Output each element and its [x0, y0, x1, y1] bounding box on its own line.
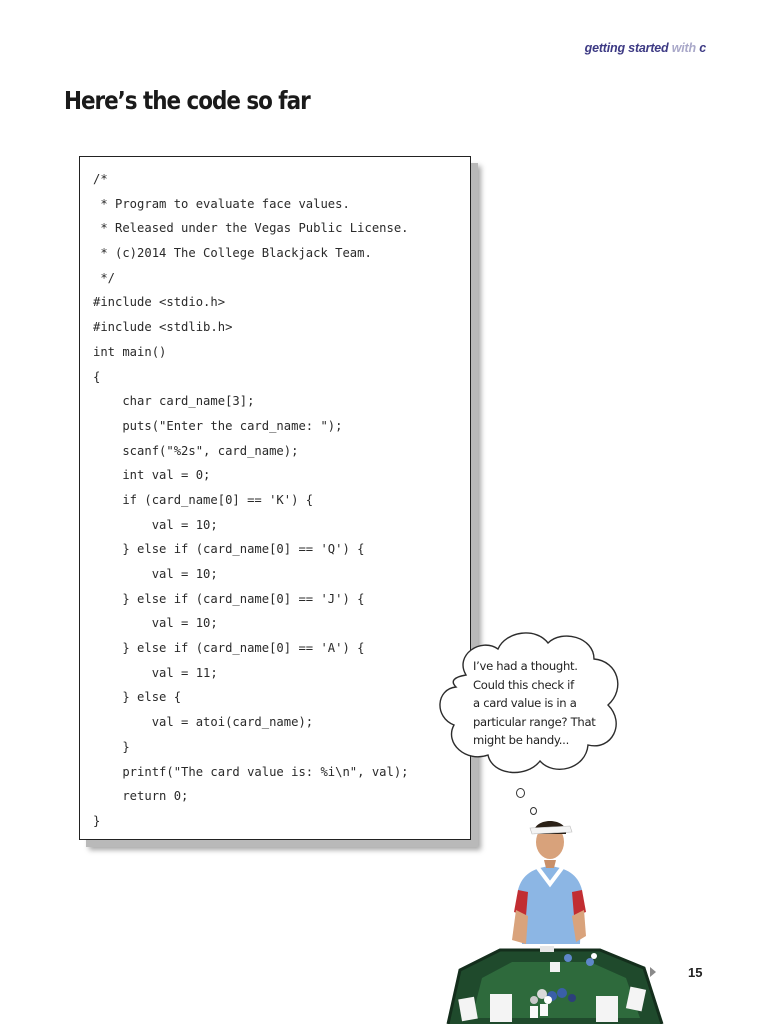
thought-bubble-dot [516, 788, 525, 798]
thought-line: I’ve had a thought. [473, 659, 578, 673]
section-header [585, 41, 706, 55]
code-line: val = 10; [93, 616, 218, 631]
code-line: int main() [93, 344, 167, 359]
code-line: } else if (card_name[0] == 'A') { [93, 641, 365, 656]
code-line: int val = 0; [93, 468, 211, 483]
code-line: } else if (card_name[0] == 'Q') { [93, 542, 365, 557]
code-line: } [93, 813, 101, 828]
code-line: val = 10; [93, 567, 218, 581]
code-line: */ [93, 270, 116, 285]
page-number: 15 [688, 965, 703, 980]
poker-player-illustration [430, 812, 670, 1024]
code-line: } [93, 739, 130, 754]
code-line: puts("Enter the card_name: "); [93, 418, 343, 433]
code-line: scanf("%2s", card_name); [93, 443, 299, 458]
code-line: val = 10; [93, 517, 218, 532]
page-arrow-icon [650, 967, 656, 977]
thought-line: Could this check if [473, 677, 574, 692]
section-with: with [671, 41, 696, 55]
thought-line: a card value is in a [473, 696, 577, 710]
code-line: } else { [93, 690, 182, 705]
code-line: printf("The card value is: %i\n", val); [93, 764, 409, 779]
code-line: /* [93, 172, 108, 186]
code-line: char card_name[3]; [93, 394, 255, 409]
page-title: Here’s the code so far [64, 86, 310, 115]
poker-table-icon [448, 950, 662, 1024]
code-line: { [93, 369, 101, 384]
code-line: #include <stdlib.h> [93, 320, 233, 335]
thought-line: particular range? That [473, 714, 596, 729]
code-line: * Released under the Vegas Public License. [93, 221, 409, 236]
code-line: return 0; [93, 789, 189, 804]
code-line: val = 11; [93, 665, 218, 680]
section-name: getting started [584, 41, 669, 55]
code-line: #include <stdio.h> [93, 295, 226, 310]
code-listing [93, 167, 409, 834]
thought-text [473, 657, 613, 750]
code-line: * (c)2014 The College Blackjack Team. [93, 246, 372, 261]
code-line: } else if (card_name[0] == 'J') { [93, 591, 365, 606]
section-language: c [699, 41, 706, 55]
code-listing-box [79, 156, 471, 840]
code-line: * Program to evaluate face values. [93, 196, 350, 211]
code-line: if (card_name[0] == 'K') { [93, 492, 314, 507]
code-line: val = atoi(card_name); [93, 715, 314, 730]
thought-line: might be handy... [473, 733, 569, 747]
